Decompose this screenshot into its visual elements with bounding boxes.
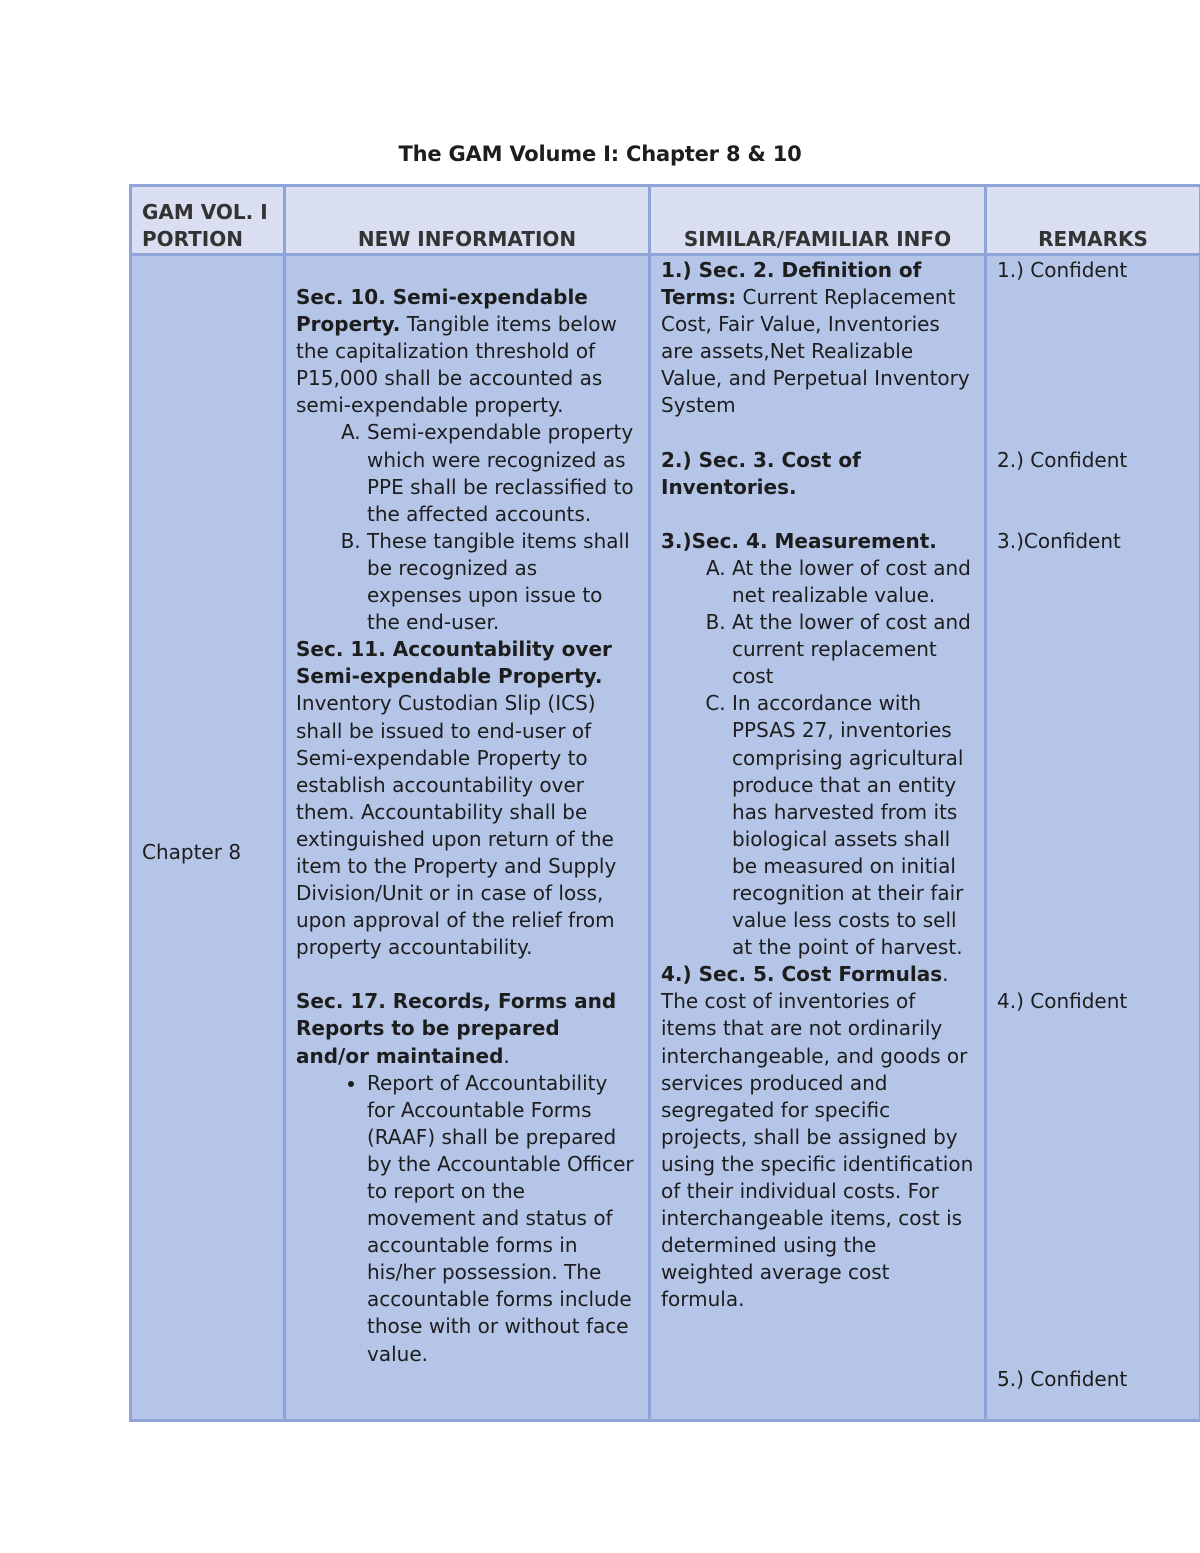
sec17-period: . — [503, 1043, 510, 1068]
list-item: B. At the lower of cost and current replacement cost — [732, 609, 974, 690]
remarks-cell — [986, 255, 1200, 1421]
sec11-title: Sec. 11. Accountability over Semi-expendable Property. — [296, 637, 612, 689]
list-item: C. In accordance with PPSAS 27, inventories comprising agricultural produce that an entity has harvested from its biological assets shall be measured on initial recognition at their fair value less costs to sell at the point of harvest. — [732, 690, 974, 961]
s1-title: 1.) Sec. 2. Definition of Terms: — [661, 258, 922, 310]
header-portion: GAM VOL. I PORTION — [131, 186, 285, 255]
portion-cell: Chapter 8 — [131, 255, 285, 1421]
remark-4: 4.) Confident — [997, 989, 1128, 1013]
s4-text: The cost of inventories of items that are not ordinarily interchangeable, and goods or services produced and segregated for specific projects, shall be assigned by using the specific identification of their individual costs. For interchangeable items, cost is determined using the weighted average cost formula. — [661, 989, 974, 1312]
sec11-text: Inventory Custodian Slip (ICS) shall be issued to end-user of Semi-expendable Property to establish accountability over them. Accountability shall be extinguished upon return of the item to the Property and Supply Division/Unit or in case of loss, upon approval of the relief from property accountability. — [296, 691, 617, 960]
sec17-list — [296, 1070, 638, 1368]
s1-text: Current Replacement Cost, Fair Value, Inventories are assets,Net Realizable Value, and Perpetual Inventory System — [661, 285, 970, 418]
remark-5: 5.) Confident — [997, 1367, 1128, 1391]
list-item: A. At the lower of cost and net realizable value. — [732, 555, 974, 609]
list-item: B. These tangible items shall be recognized as expenses upon issue to the end-user. — [367, 528, 638, 636]
table-row — [131, 255, 1200, 1421]
similar-info-cell — [650, 255, 986, 1421]
sec10-text: Tangible items below the capitalization threshold of P15,000 shall be accounted as semi-expendable property. — [296, 312, 617, 418]
s2-title: 2.) Sec. 3. Cost of Inventories. — [661, 447, 861, 499]
list-item: • Report of Accountability for Accountable Forms (RAAF) shall be prepared by the Accountable Officer to report on the movement and status of accountable forms in his/her possession. The accountable forms include those with or without face value. — [367, 1070, 638, 1368]
sec17-title: Sec. 17. Records, Forms and Reports to be prepared and/or maintained — [296, 989, 617, 1068]
s3-title: 3.)Sec. 4. Measurement. — [661, 528, 937, 553]
list-item: A. Semi-expendable property which were recognized as PPE shall be reclassified to the affected accounts. — [367, 419, 638, 527]
remark-3: 3.)Confident — [997, 529, 1121, 553]
s3-list — [661, 555, 974, 961]
new-information-cell — [285, 255, 650, 1421]
header-remarks: REMARKS — [986, 186, 1200, 255]
sec10-list — [296, 419, 638, 636]
s4-paragraph — [661, 961, 974, 988]
header-similar-info: SIMILAR/FAMILIAR INFO — [650, 186, 986, 255]
s4-title: 4.) Sec. 5. Cost Formulas — [661, 962, 943, 987]
document-title: The GAM Volume I: Chapter 8 & 10 — [398, 142, 802, 166]
s1-paragraph — [661, 257, 974, 420]
header-new-information: NEW INFORMATION — [285, 186, 650, 255]
sec10-title: Sec. 10. Semi-expendable Property. — [296, 285, 588, 337]
sec10-paragraph — [296, 284, 638, 419]
gam-comparison-table — [129, 184, 1200, 1422]
header-row — [131, 186, 1200, 255]
remark-1: 1.) Confident — [997, 258, 1128, 282]
remark-2: 2.) Confident — [997, 448, 1128, 472]
s4-period: . — [942, 962, 949, 987]
sec17-paragraph — [296, 988, 638, 1069]
